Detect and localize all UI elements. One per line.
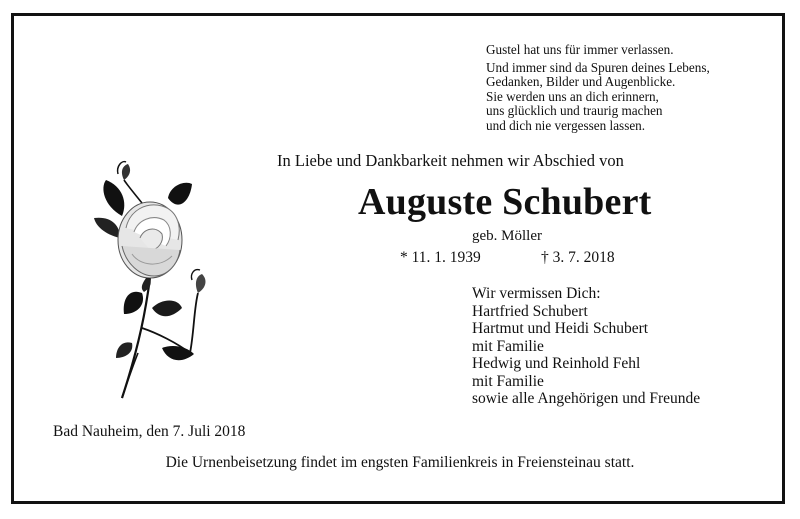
mourner-line: Hartfried Schubert <box>472 302 588 320</box>
maiden-name: geb. Möller <box>472 228 542 244</box>
rose-icon <box>82 158 222 406</box>
deceased-name: Auguste Schubert <box>358 181 652 223</box>
poem-first-line: Gustel hat uns für immer verlassen. <box>486 42 674 57</box>
place-and-date: Bad Nauheim, den 7. Juli 2018 <box>53 423 246 440</box>
mourner-line: Hartmut und Heidi Schubert <box>472 320 649 337</box>
mourners-heading: Wir vermissen Dich: <box>472 285 601 302</box>
farewell-intro: In Liebe und Dankbarkeit nehmen wir Abschied von <box>277 151 624 170</box>
memorial-poem <box>486 43 710 134</box>
mourner-line: mit Familie <box>472 372 544 390</box>
poem-line: Und immer sind da Spuren deines Lebens, <box>486 59 710 75</box>
poem-line: Gedanken, Bilder und Augenblicke. <box>486 74 676 90</box>
birth-date: * 11. 1. 1939 <box>400 249 481 266</box>
poem-line: Sie werden uns an dich erinnern, <box>486 88 659 104</box>
mourner-line: sowie alle Angehörigen und Freunde <box>472 390 701 407</box>
poem-line: und dich nie vergessen lassen. <box>486 117 646 133</box>
mourner-line: mit Familie <box>472 337 544 355</box>
mourners-list <box>472 285 700 408</box>
death-date: † 3. 7. 2018 <box>541 249 615 266</box>
mourner-line: Hedwig und Reinhold Fehl <box>472 355 641 372</box>
burial-notice: Die Urnenbeisetzung findet im engsten Familienkreis in Freiensteinau statt. <box>165 454 635 471</box>
poem-line: uns glücklich und traurig machen <box>486 103 663 119</box>
